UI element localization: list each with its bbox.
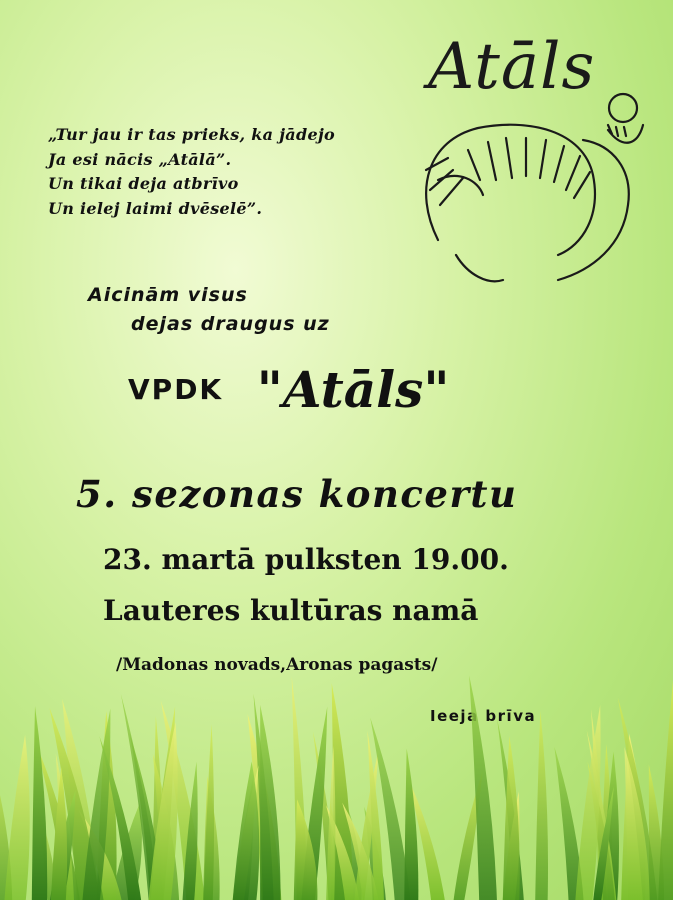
- ensemble-name: "Atāls": [256, 360, 450, 419]
- event-venue: Lauteres kultūras namā: [103, 594, 479, 627]
- grass-blade: [4, 735, 29, 900]
- grass-blade: [535, 711, 548, 900]
- grass-blade: [149, 722, 178, 900]
- season-concert: 5. sezonas koncertu: [76, 472, 518, 516]
- event-date: 23. martā pulksten 19.00.: [103, 543, 509, 576]
- invitation-line-1: Aicinām visus: [88, 284, 248, 306]
- ensemble-abbr: VPDK: [128, 373, 224, 406]
- grass-blade: [469, 675, 497, 900]
- grass-blade: [658, 680, 673, 900]
- ensemble-heading: [128, 360, 449, 419]
- invitation-line-2: dejas draugus uz: [131, 313, 330, 335]
- entry-info: Ieeja brīva: [430, 707, 537, 725]
- grass-blade: [204, 724, 214, 900]
- poem-line-1: „Tur jau ir tas prieks, ka jādejo: [48, 125, 336, 144]
- grass-blade: [32, 706, 47, 900]
- poem-line-3: Un tikai deja atbrīvo: [48, 174, 239, 193]
- poem-line-4: Un ielej laimi dvēselē”.: [48, 198, 263, 218]
- grass-blade: [575, 705, 600, 900]
- poem-line-2: Ja esi nācis „Atālā”.: [48, 149, 232, 169]
- ensemble-logo: [408, 30, 658, 295]
- poem: [48, 123, 335, 221]
- logo-title: Atāls: [428, 30, 596, 104]
- event-location: /Madonas novads,Aronas pagasts/: [116, 655, 438, 675]
- grass-illustration: [0, 670, 673, 900]
